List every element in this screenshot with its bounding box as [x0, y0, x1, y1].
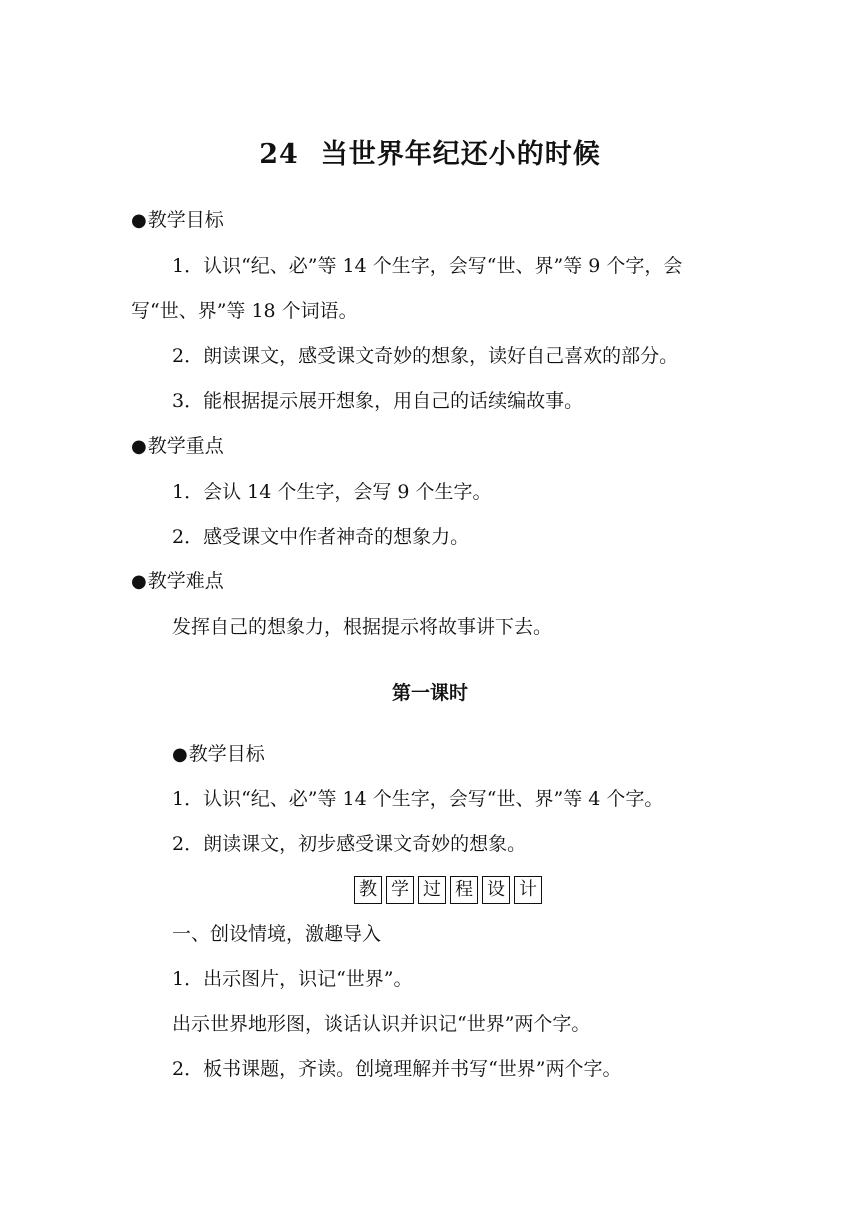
lesson-number: 24 — [259, 139, 299, 170]
key-point-1: 1．会认 14 个生字，会写 9 个生字。 — [172, 481, 492, 503]
process-char: 过 — [418, 876, 446, 904]
difficulty-1: 发挥自己的想象力，根据提示将故事讲下去。 — [172, 616, 553, 638]
goal-item-1-line-1: 1．认识“纪、必”等 14 个生字，会写“世、界”等 9 个字，会 — [172, 255, 683, 277]
lesson-1-goals-heading — [172, 742, 265, 767]
process-char: 设 — [482, 876, 510, 904]
step-1-heading: 一、创设情境，激趣导入 — [172, 923, 382, 945]
step-1-item-1-detail: 出示世界地形图，谈话认识并识记“世界”两个字。 — [172, 1013, 591, 1035]
lesson-1-title: 第一课时 — [391, 682, 468, 704]
process-char: 教 — [354, 876, 382, 904]
goals-heading — [131, 208, 224, 233]
lesson-1-goals-heading-text: 教学目标 — [188, 743, 265, 765]
lesson-title-text: 当世界年纪还小的时候 — [320, 139, 601, 170]
process-char: 计 — [514, 876, 542, 904]
lesson-title — [0, 132, 860, 171]
difficulties-heading — [131, 569, 224, 594]
difficulties-heading-text: 教学难点 — [147, 570, 224, 592]
goals-heading-text: 教学目标 — [147, 209, 224, 231]
key-points-heading-text: 教学重点 — [147, 435, 224, 457]
lesson-1-goal-2: 2．朗读课文，初步感受课文奇妙的想象。 — [172, 833, 527, 855]
process-char: 学 — [386, 876, 414, 904]
key-points-heading — [131, 434, 224, 459]
key-point-2: 2．感受课文中作者神奇的想象力。 — [172, 526, 470, 548]
step-1-item-2: 2．板书课题，齐读。创境理解并书写“世界”两个字。 — [172, 1058, 622, 1080]
process-char: 程 — [450, 876, 478, 904]
goal-item-3: 3．能根据提示展开想象，用自己的话续编故事。 — [172, 390, 584, 412]
goal-item-2: 2．朗读课文，感受课文奇妙的想象，读好自己喜欢的部分。 — [172, 345, 679, 367]
goal-item-1-line-2: 写“世、界”等 18 个词语。 — [131, 300, 358, 322]
step-1-item-1: 1．出示图片，识记“世界”。 — [172, 968, 413, 990]
process-design-banner — [354, 876, 542, 904]
lesson-1-goal-1: 1．认识“纪、必”等 14 个生字，会写“世、界”等 4 个字。 — [172, 788, 664, 810]
